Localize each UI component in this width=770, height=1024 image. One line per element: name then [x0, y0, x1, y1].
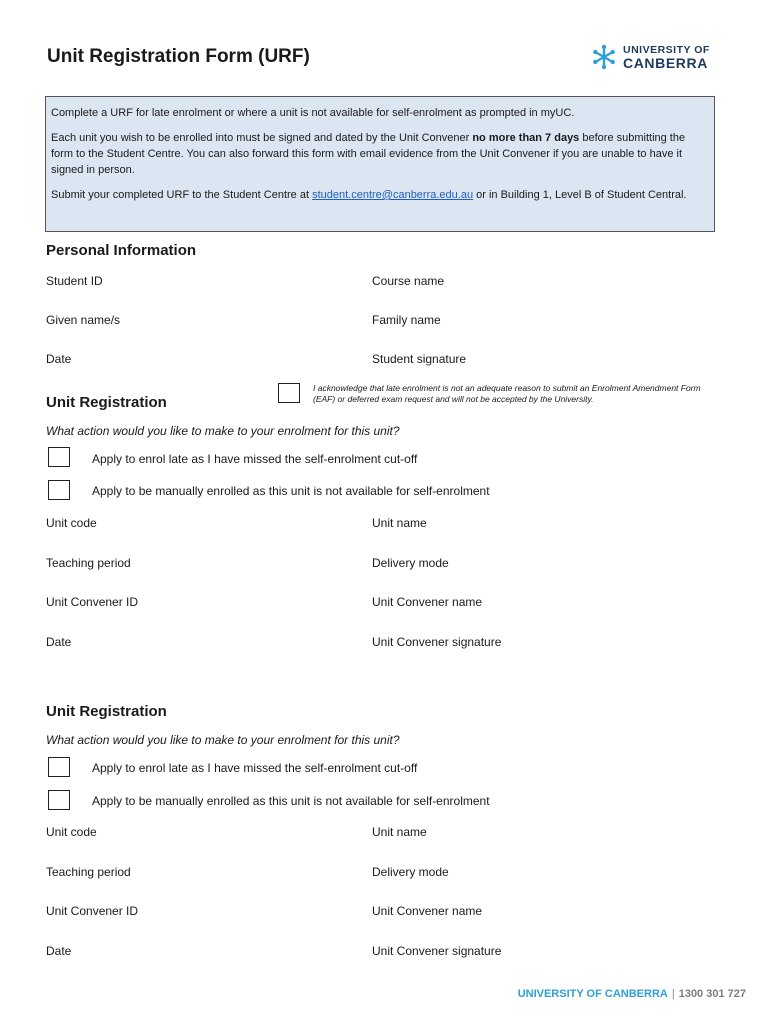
- deadline-emphasis: no more than 7 days: [472, 132, 580, 144]
- student-centre-email-link[interactable]: student.centre@canberra.edu.au: [312, 189, 474, 201]
- unit-registration-heading: Unit Registration: [46, 703, 167, 720]
- family-name-label: Family name: [372, 313, 441, 327]
- footer: [518, 988, 746, 1000]
- student-signature-label: Student signature: [372, 352, 467, 366]
- unit-name-label: Unit name: [372, 825, 427, 839]
- course-name-label: Course name: [372, 274, 445, 288]
- instructions-paragraph-3: Submit your completed URF to the Student Centre at student.centre@canberra.edu.au or in Building 1, Level B of Student Central.: [51, 189, 687, 201]
- unit-convener-id-label: Unit Convener ID: [46, 904, 139, 918]
- enrol-late-option-label: Apply to enrol late as I have missed the self-enrolment cut-off: [92, 761, 418, 775]
- unit-convener-name-label: Unit Convener name: [372, 595, 483, 609]
- enrol-late-checkbox[interactable]: [48, 447, 70, 467]
- footer-phone: 1300 301 727: [678, 988, 746, 1000]
- acknowledgement-checkbox[interactable]: [278, 383, 300, 403]
- acknowledgement-text: I acknowledge that late enrolment is not an adequate reason to submit an Enrolment Amendment Form (EAF) or deferred exam request and will not be accepted by the University.: [313, 383, 701, 404]
- instructions-paragraph-1: Complete a URF for late enrolment or where a unit is not available for self-enrolment as prompted in myUC.: [51, 107, 575, 119]
- logo-text-top: UNIVERSITY OF: [623, 44, 710, 56]
- given-names-label: Given name/s: [46, 313, 121, 327]
- enrol-late-checkbox[interactable]: [48, 757, 70, 777]
- canberra-snowflake-icon: [591, 44, 617, 70]
- university-logo: [591, 42, 716, 72]
- unit-code-label: Unit code: [46, 825, 97, 839]
- unit-convener-signature-label: Unit Convener signature: [372, 635, 502, 649]
- instructions-paragraph-2: Each unit you wish to be enrolled into must be signed and dated by the Unit Convener no more than 7 days before submitting the form to the Student Centre. You can also forward this form with email evidence from the Unit Convener if you are unable to have it signed in person.: [51, 132, 686, 176]
- teaching-period-label: Teaching period: [46, 865, 131, 879]
- unit-date-label: Date: [46, 635, 72, 649]
- footer-organisation: UNIVERSITY OF CANBERRA: [517, 988, 668, 1000]
- unit-convener-id-label: Unit Convener ID: [46, 595, 139, 609]
- footer-separator: |: [671, 988, 675, 1000]
- instructions-box: [45, 96, 715, 232]
- logo-text-bottom: CANBERRA: [623, 55, 708, 71]
- teaching-period-label: Teaching period: [46, 556, 131, 570]
- date-label: Date: [46, 352, 72, 366]
- unit-registration-heading: Unit Registration: [46, 394, 167, 411]
- unit-code-label: Unit code: [46, 516, 97, 530]
- manual-enrol-checkbox[interactable]: [48, 480, 70, 500]
- unit-name-label: Unit name: [372, 516, 427, 530]
- unit-date-label: Date: [46, 944, 72, 958]
- enrolment-action-question: What action would you like to make to your enrolment for this unit?: [46, 424, 400, 438]
- student-id-label: Student ID: [46, 274, 103, 288]
- enrolment-action-question: What action would you like to make to your enrolment for this unit?: [46, 733, 400, 747]
- enrol-late-option-label: Apply to enrol late as I have missed the self-enrolment cut-off: [92, 452, 418, 466]
- unit-convener-signature-label: Unit Convener signature: [372, 944, 502, 958]
- manual-enrol-option-label: Apply to be manually enrolled as this unit is not available for self-enrolment: [92, 484, 490, 498]
- page-title: Unit Registration Form (URF): [47, 46, 310, 67]
- delivery-mode-label: Delivery mode: [372, 865, 449, 879]
- unit-convener-name-label: Unit Convener name: [372, 904, 483, 918]
- manual-enrol-option-label: Apply to be manually enrolled as this unit is not available for self-enrolment: [92, 794, 490, 808]
- personal-information-heading: Personal Information: [46, 242, 197, 259]
- delivery-mode-label: Delivery mode: [372, 556, 449, 570]
- manual-enrol-checkbox[interactable]: [48, 790, 70, 810]
